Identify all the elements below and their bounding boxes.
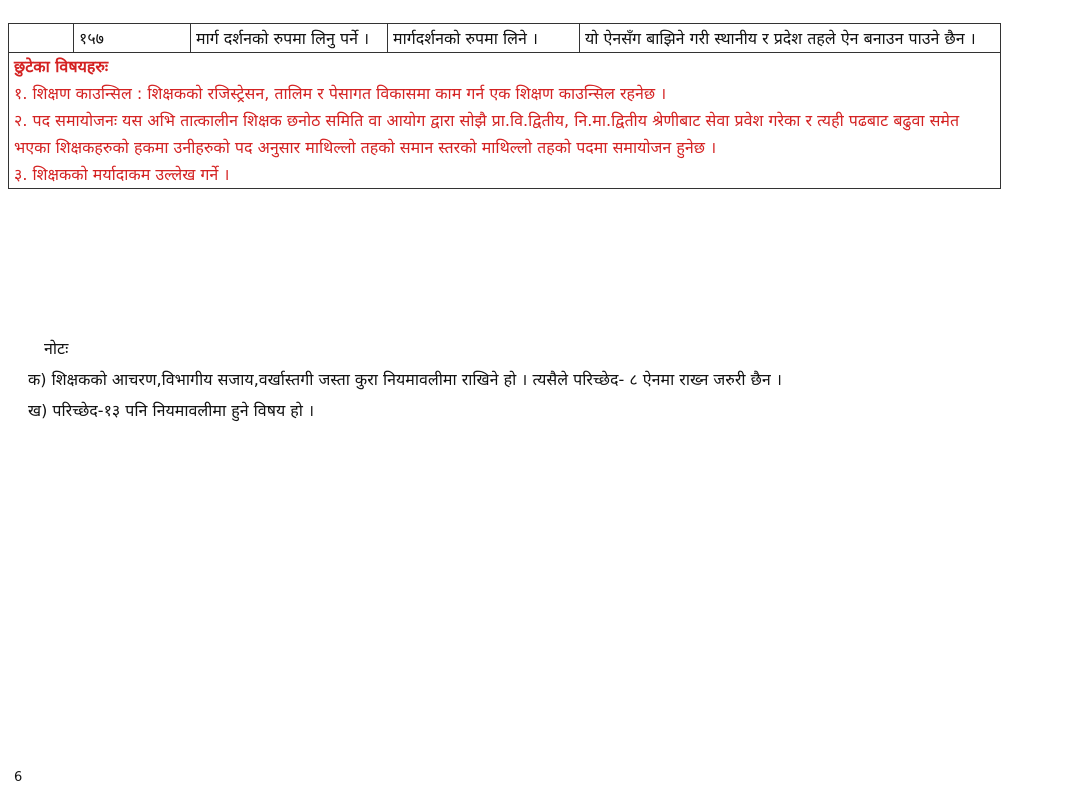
note-item: क) शिक्षकको आचरण,विभागीय सजाय,वर्खास्तगी जस्ता कुरा नियमावलीमा राखिने हो । त्यसैले परिच्छेद- ८ ऐनमा राख्न जरुरी छैन ।	[28, 370, 782, 389]
suggestion-cell: मार्गदर्शनको रुपमा लिने ।	[388, 24, 580, 53]
table-row	[9, 24, 1001, 53]
missing-topic-item: ३. शिक्षकको मर्यादाकम उल्लेख गर्ने ।	[14, 165, 230, 184]
missing-topics-title: छुटेका विषयहरुः	[14, 57, 109, 76]
missing-topic-item: १. शिक्षण काउन्सिल : शिक्षकको रजिस्ट्रेसन, तालिम र पेसागत विकासमा काम गर्न एक शिक्षण काउन्सिल रहनेछ ।	[14, 84, 667, 103]
note-item: ख) परिच्छेद-१३ पनि नियमावलीमा हुने विषय हो ।	[28, 401, 315, 420]
provisions-table	[8, 23, 1001, 189]
remarks-cell: यो ऐनसँग बाझिने गरी स्थानीय र प्रदेश तहले ऐन बनाउन पाउने छैन ।	[580, 24, 1001, 53]
missing-topic-item: २. पद समायोजनः यस अभि तात्कालीन शिक्षक छनोठ समिति वा आयोग द्वारा सोझै प्रा.वि.द्वितीय, नि.मा.द्वितीय श्रेणीबाट सेवा प्रवेश गरेका र त्यही पढबाट बढुवा समेत भएका शिक्षकहरुको हकमा उनीहरुको पद अनुसार माथिल्लो तहको समान स्तरको माथिल्लो तहको पदमा समायोजन हुनेछ ।	[14, 111, 960, 157]
section-number-cell: १५७	[74, 24, 191, 53]
serial-cell	[9, 24, 74, 53]
provision-cell: मार्ग दर्शनको रुपमा लिनु पर्ने ।	[191, 24, 388, 53]
notes-label: नोटः	[44, 339, 69, 358]
notes-section	[28, 333, 1073, 426]
page-number: 6	[14, 770, 23, 785]
missing-topics-row	[9, 53, 1001, 189]
missing-topics-cell	[9, 53, 1001, 189]
